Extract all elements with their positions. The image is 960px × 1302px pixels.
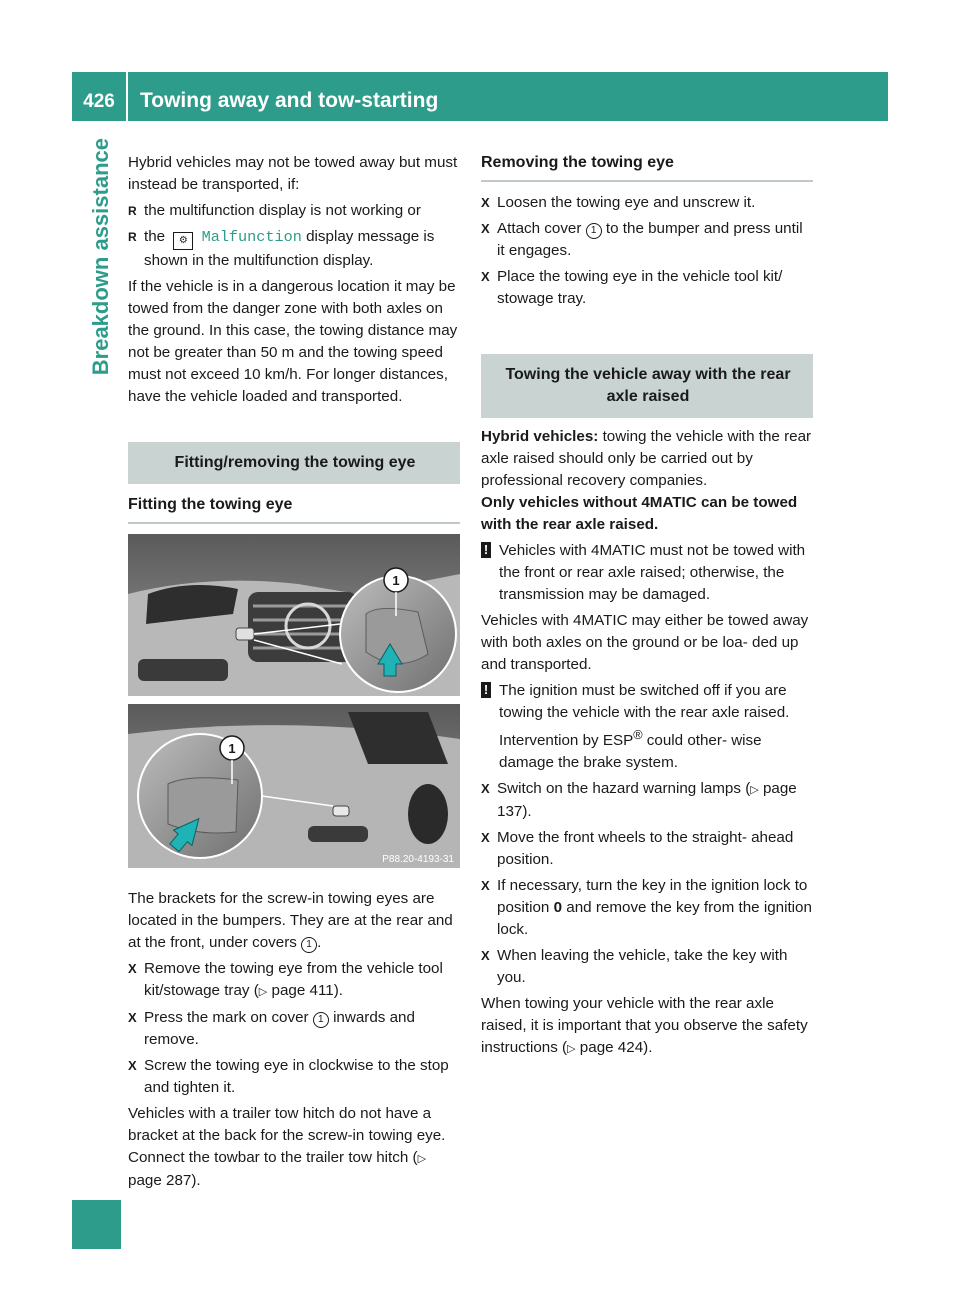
registered-mark: ® (633, 728, 643, 742)
step-item (481, 192, 813, 214)
step-text: Press the mark on cover (144, 1009, 309, 1026)
left-column (128, 152, 460, 1192)
final-text-end: ). (643, 1039, 653, 1057)
step-item (481, 875, 813, 941)
towing-eye-photo (128, 534, 460, 868)
bullet-text: the (144, 228, 166, 245)
hybrid-body: towing the vehicle with the rear axle raised should only be carried out by professional recovery companies. (481, 428, 812, 489)
warning-icon: ! (481, 542, 491, 558)
hybrid-text (481, 426, 813, 492)
malfunction-icon: ⚙ (173, 232, 193, 250)
step-item (481, 827, 813, 871)
step-text: Switch on the hazard warning lamps ( (497, 780, 751, 798)
page-number: 426 (83, 91, 115, 112)
step-item (128, 1055, 460, 1099)
right-column (481, 152, 813, 1060)
step-text-end: ). (522, 803, 532, 821)
either-text: Vehicles with 4MATIC may either be towed away with both axles on the ground or be loa- ded up and transported. (481, 612, 809, 673)
page-ref-icon: ▷ (258, 986, 268, 998)
page-ref[interactable]: page 287 (128, 1172, 192, 1189)
photo-callout-top: 1 (392, 573, 400, 588)
header-bar (72, 72, 888, 121)
final-text (481, 993, 813, 1060)
hybrid-label: Hybrid vehicles: (481, 428, 599, 445)
step-item (481, 778, 813, 823)
page-ref[interactable]: page 411 (271, 982, 334, 999)
page-ref[interactable]: page 137 (497, 780, 797, 821)
header-divider (126, 72, 128, 121)
step-text-end: and remove the key from the ignition lock. (497, 899, 812, 939)
step-item (128, 1007, 460, 1051)
bullet-item (128, 200, 460, 222)
step-item (481, 945, 813, 989)
callout-marker: 1 (586, 223, 602, 239)
key-position: 0 (553, 899, 563, 917)
step-text: Attach cover (497, 220, 582, 237)
section-title-rear-axle: Towing the vehicle away with the rear axle raised (481, 354, 813, 418)
step-text: If necessary, turn the key in the ignition lock to position (497, 877, 808, 917)
trailer-text (128, 1103, 460, 1192)
warning-item (481, 540, 813, 606)
warning-text: Vehicles with 4MATIC must not be towed with the front or rear axle raised; otherwise, the transmission may be damaged. (499, 542, 806, 603)
step-item (481, 266, 813, 310)
malfunction-message: Malfunction (201, 228, 302, 246)
step-text: Remove the towing eye from the vehicle tool kit/stowage tray ( (144, 960, 443, 999)
step-text: When leaving the vehicle, take the key with you. (497, 947, 788, 987)
chapter-title: Towing away and tow-starting (140, 89, 439, 112)
warning-text-end: could other- wise damage the brake system. (499, 732, 762, 772)
trailer-text-end: ). (191, 1172, 201, 1189)
step-text-end: ). (333, 982, 343, 999)
step-text-end: to the bumper and press until it engages. (497, 220, 803, 259)
side-marker (72, 1200, 121, 1249)
brackets-text-main: The brackets for the screw-in towing eyes are located in the bumpers. They are at the rear and at the front, under covers (128, 890, 453, 951)
page-ref-icon: ▷ (417, 1153, 427, 1165)
warning-icon: ! (481, 682, 491, 698)
photo-callout-bottom: 1 (228, 741, 236, 756)
photo-code: P88.20-4193-31 (382, 854, 454, 865)
step-text: Move the front wheels to the straight- ahead position. (497, 829, 794, 869)
danger-text: If the vehicle is in a dangerous location it may be towed from the danger zone with both axles on the ground. In this case, the towing distance may not be greater than 50 m and the towing speed must not exceed 10 km/h. For longer distances, have the vehicle loaded and transported. (128, 278, 458, 405)
step-item (481, 218, 813, 262)
intro-text: Hybrid vehicles may not be towed away but must instead be transported, if: (128, 154, 458, 193)
warning-item (481, 680, 813, 774)
trailer-text-main: Vehicles with a trailer tow hitch do not have a bracket at the back for the screw-in towing eye. Connect the towbar to the trailer tow hitch ( (128, 1105, 446, 1166)
final-text-main: When towing your vehicle with the rear axle raised, it is important that you observe the safety instructions ( (481, 995, 808, 1057)
brackets-text-end: . (317, 934, 322, 951)
page-ref[interactable]: page 424 (579, 1039, 644, 1057)
section-title-fitting: Fitting/removing the towing eye (128, 442, 460, 484)
step-text-end: inwards and remove. (144, 1009, 415, 1048)
step-text: Screw the towing eye in clockwise to the stop and tighten it. (144, 1057, 449, 1096)
callout-marker: 1 (313, 1012, 329, 1028)
only-4matic-text: Only vehicles without 4MATIC can be towed with the rear axle raised. (481, 494, 798, 533)
page-ref-icon: ▷ (567, 1043, 576, 1056)
subhead-removing: Removing the towing eye (481, 152, 813, 182)
step-text: Loosen the towing eye and unscrew it. (497, 194, 756, 211)
subhead-fitting: Fitting the towing eye (128, 494, 460, 524)
photo-illustration (128, 534, 460, 868)
bullet-text: the multifunction display is not working or (144, 202, 421, 219)
step-item (128, 958, 460, 1003)
brackets-text (128, 888, 460, 954)
warning-text: The ignition must be switched off if you are towing the vehicle with the rear axle raised. Intervention by ESP (499, 682, 790, 750)
side-tab-label: Breakdown assistance (88, 138, 113, 376)
bullet-item (128, 226, 460, 272)
page-ref-icon: ▷ (750, 784, 759, 797)
bullet-text: display message is shown in the multifunction display. (144, 228, 435, 269)
side-tab (86, 138, 116, 678)
callout-marker: 1 (301, 937, 317, 953)
step-text: Place the towing eye in the vehicle tool kit/ stowage tray. (497, 268, 783, 307)
